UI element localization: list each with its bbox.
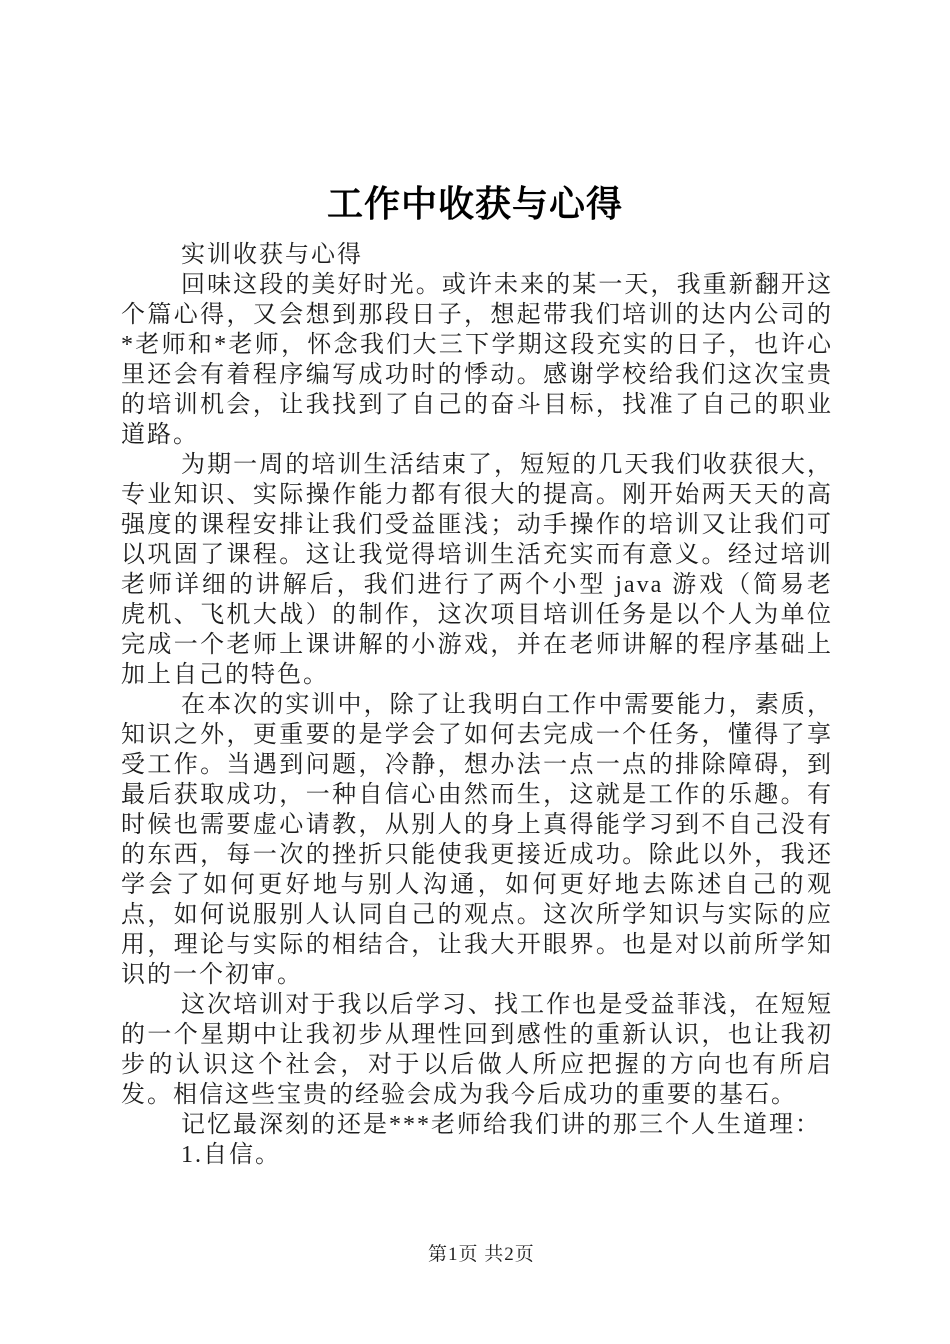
paragraph: 回味这段的美好时光。或许未来的某一天，我重新翻开这个篇心得，又会想到那段日子，想起带我们培训的达内公司的*老师和*老师，怀念我们大三下学期这段充实的日子，也许心里还会有着程序编写成功时的悸动。感谢学校给我们这次宝贵的培训机会，让我找到了自己的奋斗目标，找准了自己的职业道路。 xyxy=(121,272,833,448)
paragraph: 在本次的实训中，除了让我明白工作中需要能力，素质，知识之外，更重要的是学会了如何去完成一个任务，懂得了享受工作。当遇到问题，冷静，想办法一点一点的排除障碍，到最后获取成功，一种自信心由然而生，这就是工作的乐趣。有时候也需要虚心请教，从别人的身上真得能学习到不自己没有的东西，每一次的挫折只能使我更接近成功。除此以外，我还学会了如何更好地与别人沟通，如何更好地去陈述自己的观点，如何说服别人认同自己的观点。这次所学知识与实际的应用，理论与实际的相结合，让我大开眼界。也是对以前所学知识的一个初审。 xyxy=(121,692,833,988)
page-number-label: 第1页 共2页 xyxy=(428,1244,535,1265)
page-footer xyxy=(428,1243,535,1267)
paragraph-list-item: 1.自信。 xyxy=(181,1142,281,1168)
paragraph: 为期一周的培训生活结束了，短短的几天我们收获很大，专业知识、实际操作能力都有很大的提高。刚开始两天天的高强度的课程安排让我们受益匪浅；动手操作的培训又让我们可以巩固了课程。这让我觉得培训生活充实而有意义。经过培训老师详细的讲解后，我们进行了两个小型 java 游戏（简易老虎机、飞机大战）的制作，这次项目培训任务是以个人为单位完成一个老师上课讲解的小游戏，并在老师讲解的程序基础上加上自己的特色。 xyxy=(121,452,833,688)
paragraph: 记忆最深刻的还是***老师给我们讲的那三个人生道理： xyxy=(181,1112,821,1138)
paragraph: 这次培训对于我以后学习、找工作也是受益菲浅，在短短的一个星期中让我初步从理性回到感性的重新认识，也让我初步的认识这个社会，对于以后做人所应把握的方向也有所启发。相信这些宝贵的经验会成为我今后成功的重要的基石。 xyxy=(121,992,833,1108)
document-body xyxy=(121,240,833,1170)
page-title: 工作中收获与心得 xyxy=(326,184,623,224)
paragraph-intro: 实训收获与心得 xyxy=(181,242,363,268)
